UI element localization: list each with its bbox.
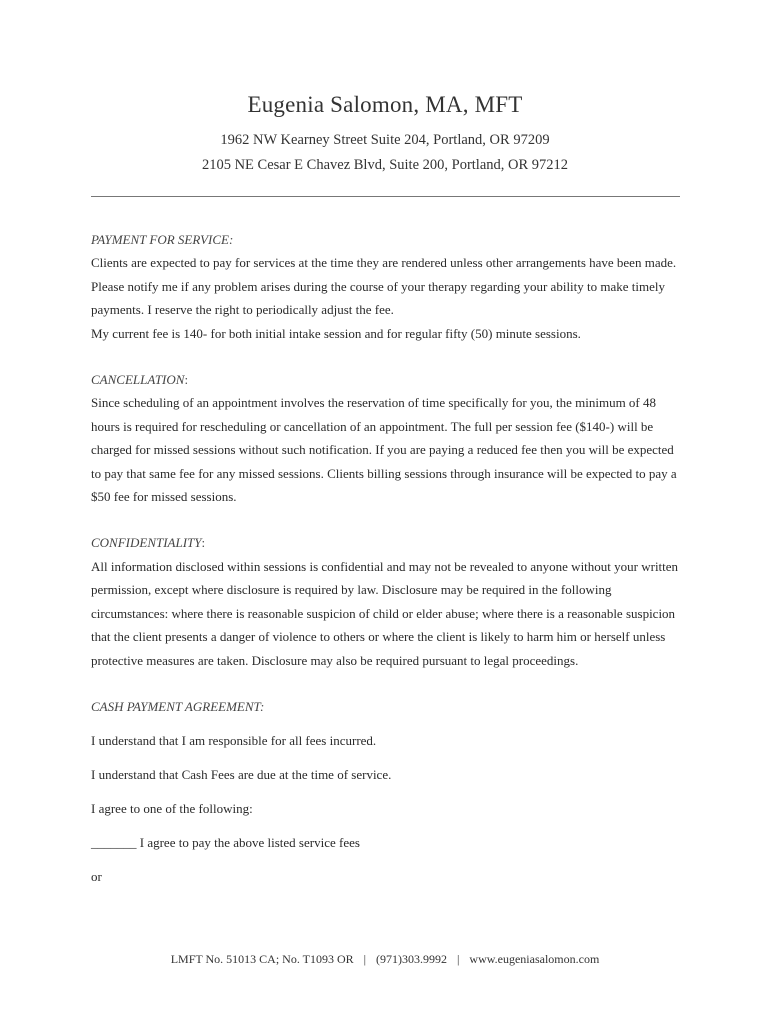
cash-line-pay-option: _______ I agree to pay the above listed service fees [91,834,360,850]
confidentiality-text: All information disclosed within sessions is confidential and may not be revealed to anyone without your written permission, except where disclosure is required by law. Disclosure may be required in the following circumstances: where there is reasonable suspicion of child or elder abuse; where there is a reasonable suspicion that the client presents a danger of violence to others or where the client is likely to harm him or herself unless protective measures are taken. Disclosure may also be required pursuant to legal proceedings. [91,558,679,668]
cancellation-heading-line [91,368,681,391]
footer-divider-2: | [457,952,460,966]
confidentiality-heading: CONFIDENTIALITY [91,535,202,551]
cash-line-agree: I agree to one of the following: [91,800,253,816]
license-number: LMFT No. 51013 CA; No. T1093 OR [170,952,354,966]
address-line-1: 1962 NW Kearney Street Suite 204, Portland, OR 97209 [220,132,550,148]
cash-line-or: or [91,868,102,884]
footer [0,952,770,967]
cash-payment-section [91,695,681,888]
cancellation-text: Since scheduling of an appointment involves the reservation of time specifically for you, the minimum of 48 hours is required for rescheduling or cancellation of an appointment. The full per session fee ($140-) will be charged for missed sessions without such notification. If you are paying a reduced fee then you will be expected to pay that same fee for any missed sessions. Clients billing sessions through insurance will be expected to pay a $50 fee for missed sessions. [91,395,677,505]
payment-fee-text: My current fee is 140- for both initial intake session and for regular fifty (50) minute sessions. [91,325,581,341]
document-body [91,228,681,899]
header-divider [91,196,680,197]
payment-text: Clients are expected to pay for services at the time they are rendered unless other arrangements have been made. Please notify me if any problem arises during the course of your therapy regarding your ability to make timely payments. I reserve the right to periodically adjust the fee. [91,255,677,318]
confidentiality-heading-line [91,531,681,554]
cash-line-due: I understand that Cash Fees are due at the time of service. [91,766,392,782]
practitioner-name: Eugenia Salomon, MA, MFT [247,92,523,117]
cancellation-section [91,368,681,508]
cash-line-responsible: I understand that I am responsible for all fees incurred. [91,732,377,748]
website-link[interactable]: www.eugeniasalomon.com [469,952,600,966]
cash-payment-heading: CASH PAYMENT AGREEMENT: [91,698,265,714]
confidentiality-colon: : [201,535,206,551]
confidentiality-section [91,531,681,671]
footer-divider-1: | [363,952,367,966]
address-line-2: 2105 NE Cesar E Chavez Blvd, Suite 200, Portland, OR 97212 [201,157,569,173]
cancellation-heading: CANCELLATION [91,372,185,388]
cancellation-colon: : [184,372,189,388]
payment-heading: PAYMENT FOR SERVICE: [91,232,234,247]
phone-number: (971)303.9992 [376,952,448,966]
payment-section [91,228,681,345]
